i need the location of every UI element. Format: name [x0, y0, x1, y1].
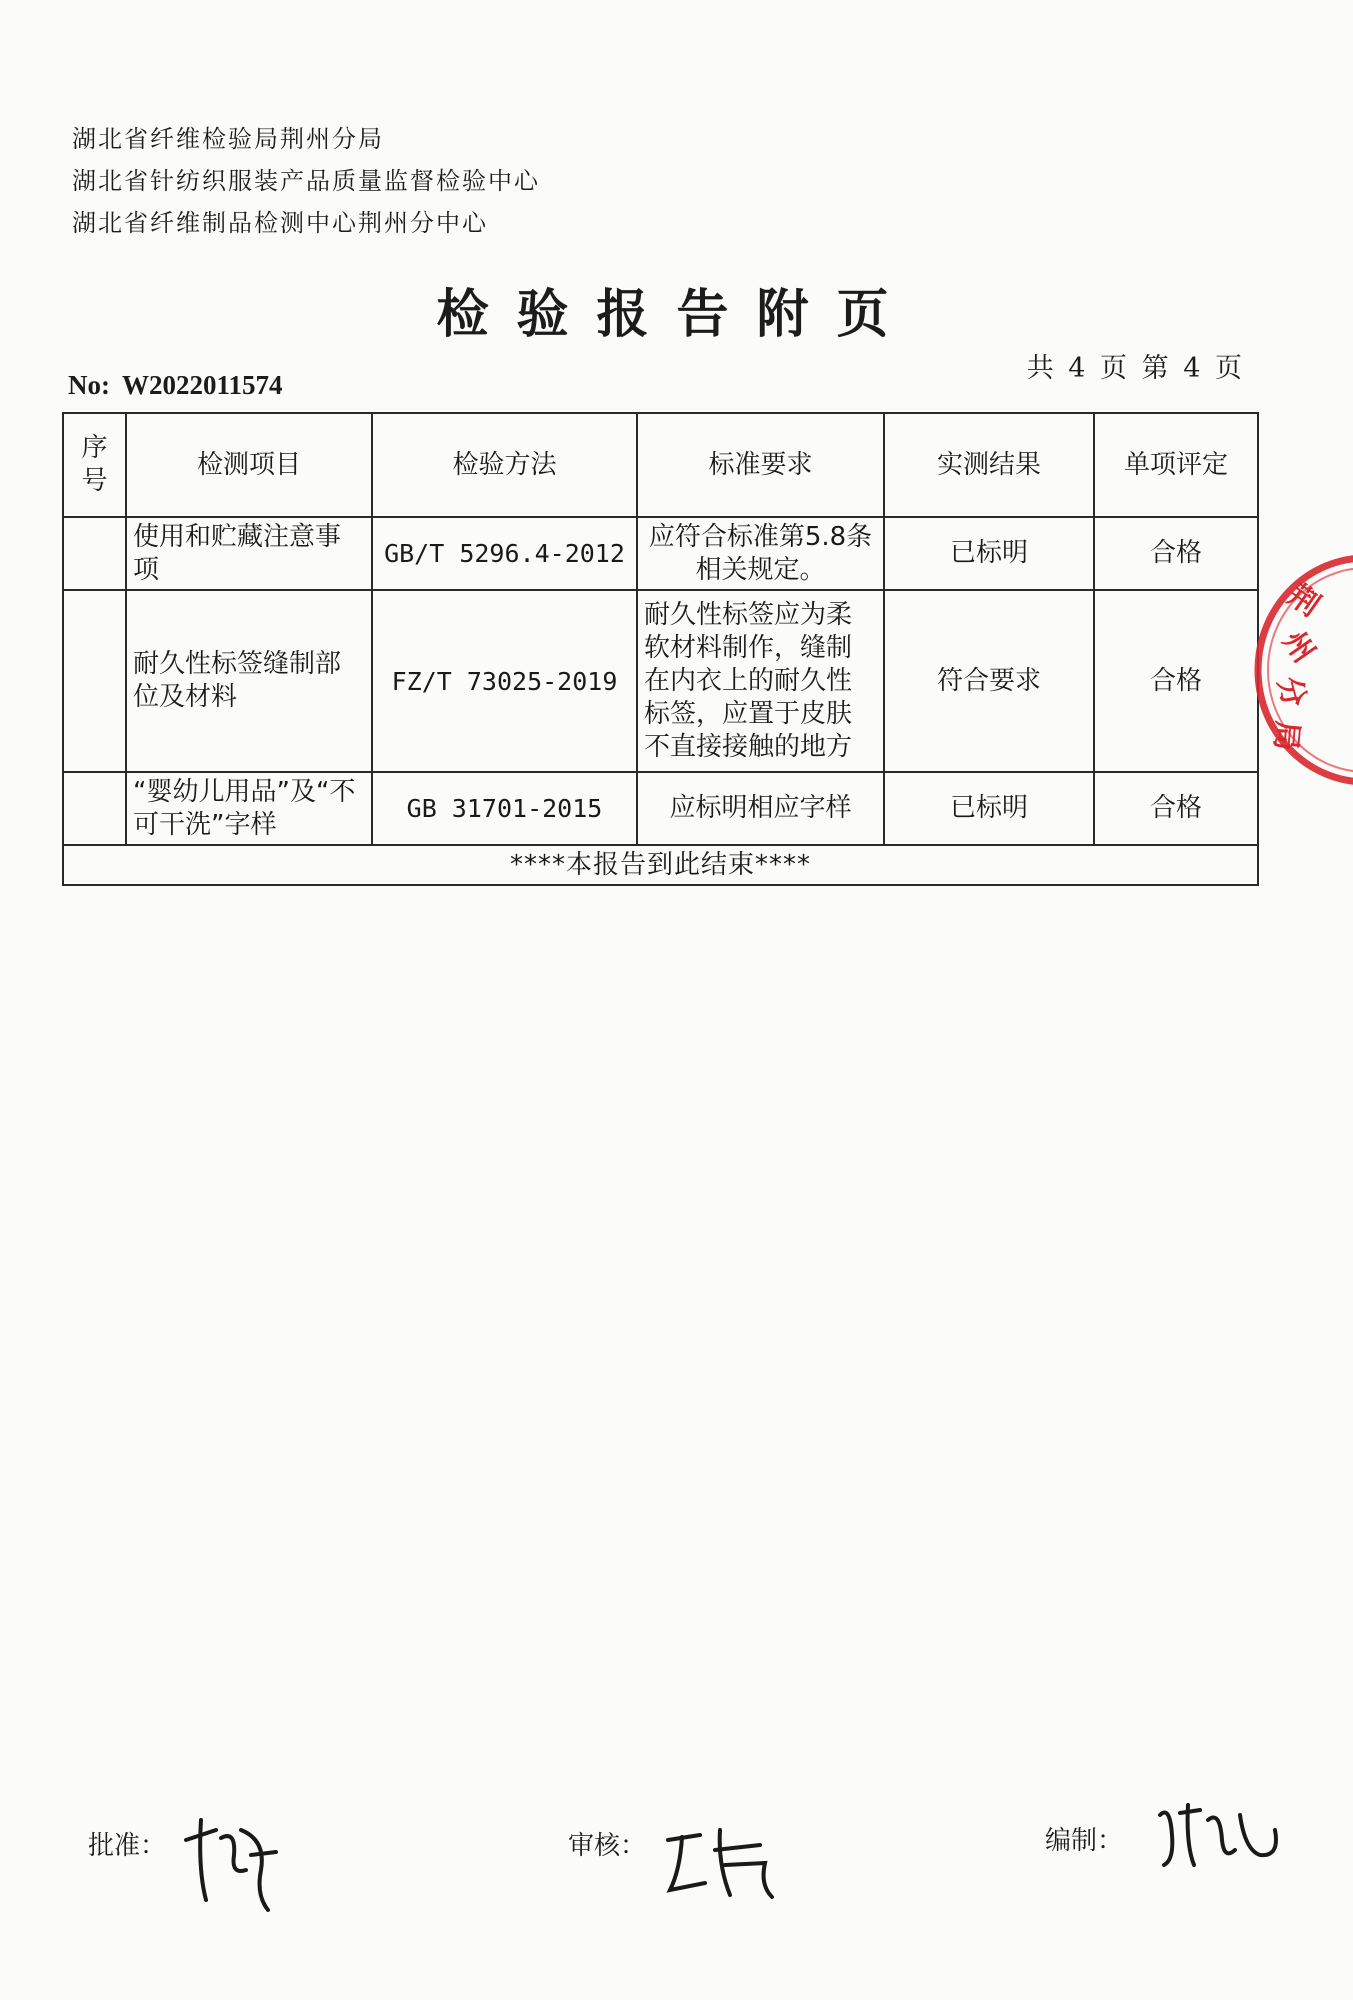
issuer-line: 湖北省纤维检验局荆州分局 — [72, 125, 384, 153]
issuer-line: 湖北省纤维制品检测中心荆州分中心 — [72, 209, 488, 237]
end-note: ****本报告到此结束**** — [63, 845, 1258, 885]
cell-seq — [63, 590, 126, 772]
header-method: 检验方法 — [372, 413, 637, 517]
svg-text:局: 局 — [1267, 719, 1305, 753]
cell-method: GB/T 5296.4-2012 — [372, 517, 637, 590]
cell-item: “婴幼儿用品”及“不可干洗”字样 — [126, 772, 372, 845]
report-number-value: W2022011574 — [122, 370, 283, 400]
prepare-signature — [1045, 1820, 1123, 1857]
review-signature — [568, 1825, 646, 1862]
cell-result: 已标明 — [884, 517, 1094, 590]
seal-stamp — [1248, 540, 1353, 800]
approve-label: 批准： — [88, 1831, 167, 1861]
header-seq: 序号 — [63, 413, 126, 517]
table-row — [63, 517, 1258, 590]
review-label: 审核： — [568, 1831, 647, 1861]
cell-seq — [63, 517, 126, 590]
cell-verdict: 合格 — [1094, 772, 1258, 845]
report-number-label: No: — [68, 370, 110, 400]
cell-verdict: 合格 — [1094, 517, 1258, 590]
cell-method: FZ/T 73025-2019 — [372, 590, 637, 772]
cell-result: 符合要求 — [884, 590, 1094, 772]
prepare-label: 编制： — [1045, 1826, 1124, 1856]
issuer-line: 湖北省针纺织服装产品质量监督检验中心 — [72, 167, 540, 195]
header-verdict: 单项评定 — [1094, 413, 1258, 517]
svg-text:分: 分 — [1270, 673, 1312, 712]
cell-seq — [63, 772, 126, 845]
approve-signature-mark — [176, 1800, 286, 1920]
table-row — [63, 590, 1258, 772]
svg-text:荆: 荆 — [1281, 577, 1327, 624]
cell-item: 耐久性标签缝制部位及材料 — [126, 590, 372, 772]
cell-requirement: 耐久性标签应为柔软材料制作，缝制在内衣上的耐久性标签，应置于皮肤不直接接触的地方 — [637, 590, 884, 772]
cell-item: 使用和贮藏注意事项 — [126, 517, 372, 590]
header-item: 检测项目 — [126, 413, 372, 517]
table-end-row — [63, 845, 1258, 885]
page-title: 检验报告附页 — [436, 285, 917, 345]
cell-verdict: 合格 — [1094, 590, 1258, 772]
review-signature-mark — [660, 1815, 780, 1905]
table-row — [63, 772, 1258, 845]
approve-signature — [88, 1825, 166, 1862]
report-number — [68, 370, 283, 401]
header-requirement: 标准要求 — [637, 413, 884, 517]
cell-requirement: 应符合标准第5.8条相关规定。 — [637, 517, 884, 590]
cell-result: 已标明 — [884, 772, 1094, 845]
table-header-row — [63, 413, 1258, 517]
issuer-block — [72, 118, 540, 244]
prepare-signature-mark — [1150, 1795, 1290, 1875]
svg-text:州: 州 — [1275, 624, 1322, 670]
header-result: 实测结果 — [884, 413, 1094, 517]
cell-requirement: 应标明相应字样 — [637, 772, 884, 845]
results-table — [62, 412, 1259, 886]
page-count: 共 4 页 第 4 页 — [1026, 353, 1245, 384]
cell-method: GB 31701-2015 — [372, 772, 637, 845]
